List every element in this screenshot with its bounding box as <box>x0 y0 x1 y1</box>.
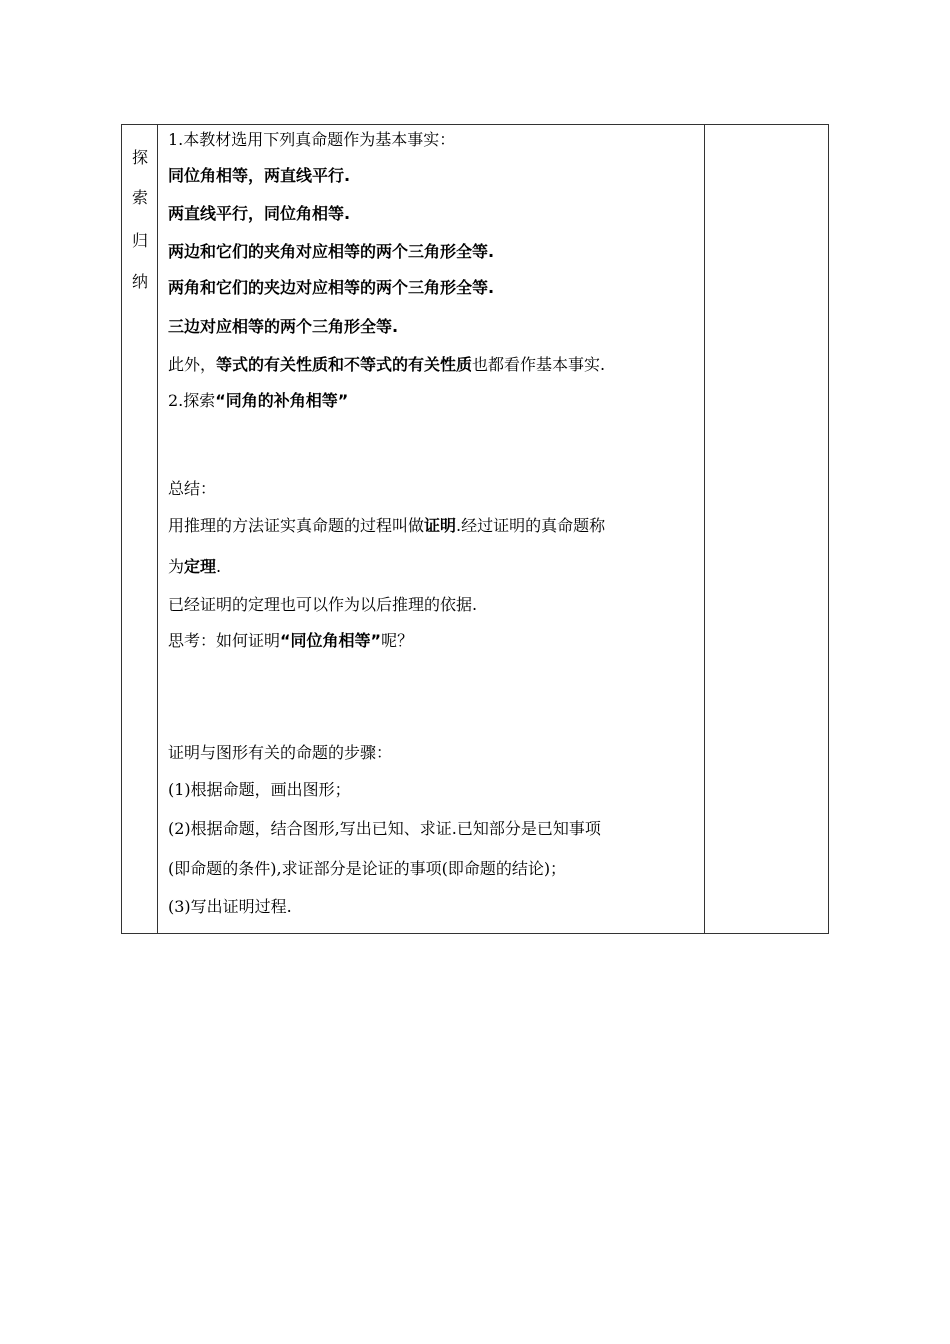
text-line <box>168 557 221 577</box>
bold-span: “同位角相等” <box>280 631 382 650</box>
side-label-char: 纳 <box>131 272 148 291</box>
text-line: 已经证明的定理也可以作为以后推理的依据. <box>168 595 478 614</box>
basic-fact: 同位角相等，两直线平行. <box>168 166 351 185</box>
text-line: 总结： <box>168 479 217 498</box>
step-line: (3)写出证明过程. <box>168 897 292 916</box>
bold-span: 证明 <box>424 516 457 535</box>
text-span: .经过证明的真命题称 <box>456 516 606 535</box>
text-line: 证明与图形有关的命题的步骤： <box>168 743 393 762</box>
side-label-char: 探 <box>131 148 148 167</box>
side-label-char: 索 <box>131 188 148 207</box>
text-line: 1.本教材选用下列真命题作为基本事实： <box>168 130 456 149</box>
step-line: (2)根据命题，结合图形,写出已知、求证.已知部分是已知事项 <box>168 819 601 838</box>
side-label-column <box>122 125 158 933</box>
text-line <box>168 631 413 651</box>
bold-span: 定理 <box>184 557 217 576</box>
text-line <box>168 355 605 375</box>
text-span: 思考：如何证明 <box>168 631 281 650</box>
text-span: 为 <box>168 557 185 576</box>
bold-span: “同角的补角相等” <box>215 391 349 410</box>
text-span: 此外， <box>168 355 217 374</box>
side-label-char: 归 <box>131 231 148 250</box>
step-line: (即命题的条件),求证部分是论证的事项(即命题的结论)； <box>168 859 567 878</box>
text-span: 2.探索 <box>168 391 216 410</box>
step-line: (1)根据命题，画出图形； <box>168 780 351 799</box>
basic-fact: 两角和它们的夹边对应相等的两个三角形全等. <box>168 278 495 297</box>
text-span: 用推理的方法证实真命题的过程叫做 <box>168 516 425 535</box>
text-line <box>168 516 605 536</box>
basic-fact: 三边对应相等的两个三角形全等. <box>168 317 399 336</box>
basic-fact: 两边和它们的夹角对应相等的两个三角形全等. <box>168 242 495 261</box>
bold-span: 等式的有关性质和不等式的有关性质 <box>216 355 473 374</box>
basic-fact: 两直线平行，同位角相等. <box>168 204 351 223</box>
text-span: 也都看作基本事实. <box>472 355 606 374</box>
text-span: 呢？ <box>381 631 414 650</box>
lesson-table <box>121 124 829 934</box>
text-line <box>168 391 348 411</box>
text-span: . <box>216 557 222 576</box>
notes-column <box>704 125 828 933</box>
